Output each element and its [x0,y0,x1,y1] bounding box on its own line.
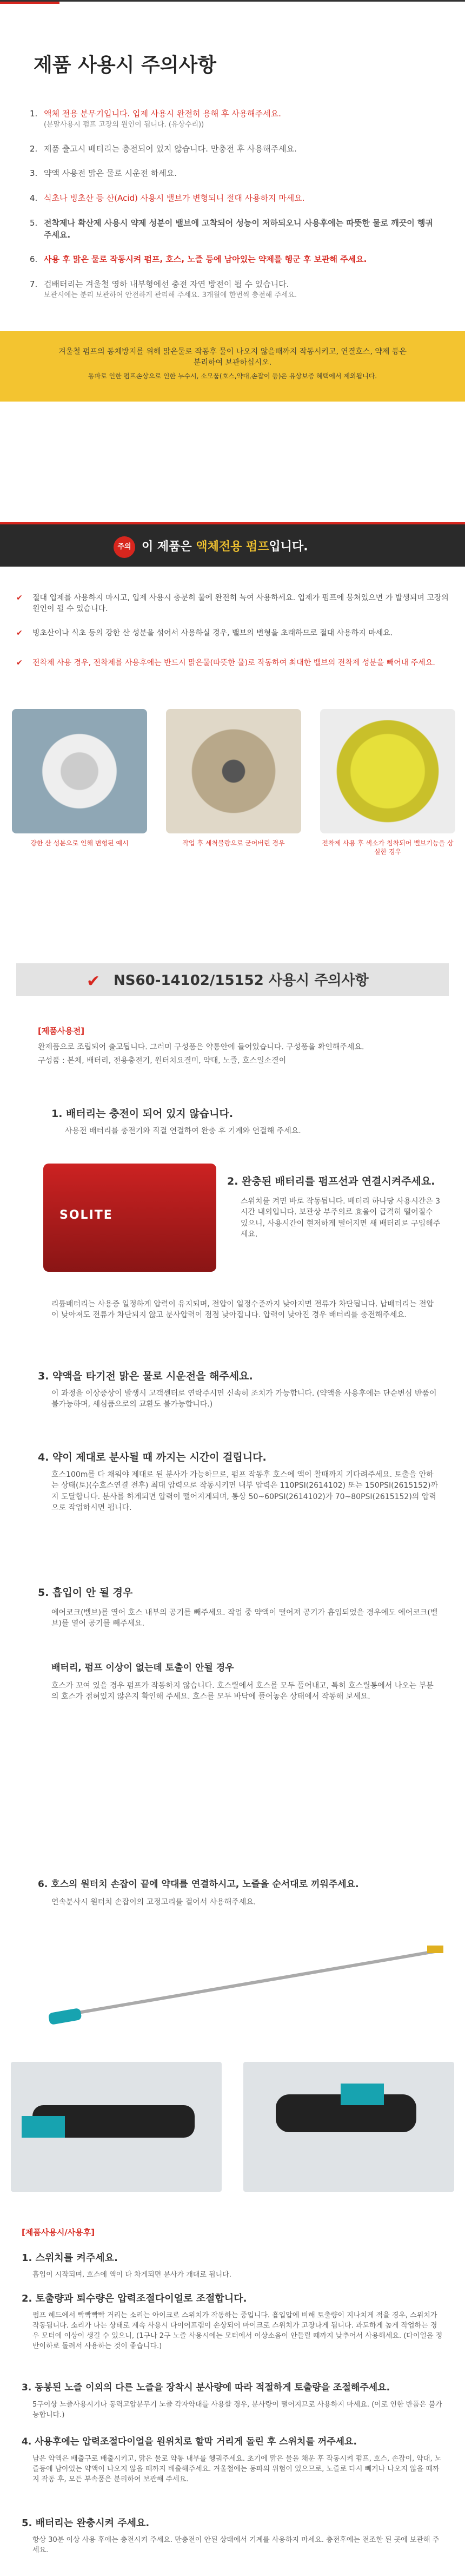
caution-badge: 주의 [114,536,135,558]
winter-warning-line: 겨울철 펌프의 동체방지를 위해 맑은물로 작동후 물이 나오지 않을때까지 작동시키고, 연결호스, 약제 등은 분리하여 보관하십시오. [58,347,407,367]
usage-1-body: 흡입이 시작되며, 호스에 액이 다 차게되면 분사가 개대로 됩니다. [32,2271,231,2279]
no-discharge-body: 호스가 꼬여 있을 경우 펌프가 작동하지 않습니다. 호스릴에서 호스를 모두 풀어내고, 특히 호스릴통에서 나오는 부분의 호스가 접혀있지 않은지 확인해 주세요. 호스를 모두 바닥에 풀어놓은 상태에서 작동해 보세요. [51,1681,434,1701]
page-header [0,0,465,81]
usage-2-title: 2. 토출량과 퇴수량은 압력조절다이얼로 조절합니다. [22,2293,247,2304]
usage-4-title: 4. 사용후에는 압력조절다이얼을 원위치로 할막 거리게 돌린 후 스위치를 꺼주세요. [22,2436,357,2447]
step-6-body: 연속분사시 원터치 손잡이의 고정고리를 걸어서 사용해주세요. [51,1898,256,1907]
note-item: 5. 전착제나 확산제 사용시 약제 성분이 밸브에 고착되어 성능이 저하되오니 사용후에는 따뜻한 물로 깨끗이 헹궈주세요. [30,218,433,240]
caution-item: ✔ 전착제 사용 경우, 전착제를 사용후에는 반드시 맑은물(따뜻한 물)로 작동하여 최대한 밸브의 전착제 성분을 빼어내 주세요. [16,658,449,668]
battery-note: 리튬배터리는 사용중 일정하게 압력이 유지되며, 전압이 일정수준까지 낮아지면 전류가 차단됩니다. 납배터리는 전압이 낮아져도 전류가 차단되지 않고 분사압력이 점점 낮아집니다. 압력이 낮아진 경우 배터리를 충전해주세요. [51,1300,434,1320]
usage-3-body: 5구이상 노즐사용시기나 동력고압분무기 노즐 각자약대를 사용할 경우, 분사량이 떨어지므로 사용하지 마세요. (이로 인한 반품은 불가능합니다.) [32,2401,442,2419]
liquid-only-banner [0,522,465,567]
deformed-valve-image [12,709,147,833]
step-3-body: 이 과정을 이상증상이 발생시 고객센터로 연락주시면 신속히 조치가 가능합니다. (약액을 사용후에는 단순변심 반품이 불가능하며, 세심품으로의 교환도 불가능합니다.) [51,1389,437,1409]
notes-list [30,108,441,314]
composition-text: 완제품으로 조립되어 출고됩니다. 그러미 구성품은 약통안에 들어있습니다. 구성품을 확인해주세요. [38,1043,364,1052]
image-caption: 전착제 사용 후 색소가 침착되어 밸브기능을 상실한 경우 [322,839,454,856]
note-item: 6. 사용 후 맑은 물로 작동시켜 펌프, 호스, 노즐 등에 남아있는 약제를 헹군 후 보관해 주세요. [30,254,367,265]
pre-use-heading: [제품사용전] [38,1026,85,1036]
winter-warning-box [0,331,465,402]
image-caption: 작업 후 세척불량으로 굳어버린 경우 [182,839,285,847]
caution-item: ✔ 절대 입제를 사용하지 마시고, 입제 사용시 충분히 물에 완전히 녹여 사용하세요. 입제가 펌프에 뭉쳐있으면 가 발생되며 고장의 원인이 될 수 있습니다. [16,594,449,614]
image-caption: 강한 산 성분으로 인해 변형된 예시 [30,839,129,847]
usage-1-title: 1. 스위치를 켜주세요. [22,2252,118,2264]
usage-heading: [제품사용시/사용후] [22,2227,95,2237]
usage-4-body: 남은 약액은 배출구로 배출시키고, 맑은 물로 약통 내부를 헹궈주세요. 초기에 맑은 물을 채운 후 작동시켜 펌프, 호스, 손잡이, 약대, 노즐등에 남아있는 약액이 나오지 않을 때까지 배출해주세요. 겨울철에는 동파의 위험이 있으므로, 노즐로 다시 빼거나 나오지 않을 때까지 작동 후, 모든 부속품은 분리하여 보관해 주세요. [32,2455,442,2483]
note-item: 3. 약액 사용전 맑은 물로 시운전 하세요. [30,168,177,179]
handle-grip-photo [243,2062,454,2192]
page-title: 제품 사용시 주의사항 [34,54,217,76]
banner-text: 이 제품은 액체전용 펌프입니다. [142,540,308,554]
stained-valve-image [320,709,455,833]
usage-3-title: 3. 동봉된 노즐 이외의 다른 노즐을 장착시 분사량에 따라 적절하게 토출량을 조절해주세요. [22,2382,390,2393]
winter-warning-subline: 동파로 인한 펌프손상으로 인한 누수시, 소모품(호스,약대,손잡이 등)은 유상보증 혜택에서 제외됩니다. [88,372,377,380]
step-6-title: 6. 호스의 원터치 손잡이 끝에 약대를 연결하시고, 노즐을 순서대로 끼워주세요. [38,1879,359,1890]
note-item: 7. 겁배터리는 겨울철 영하 내부형에선 충전 자연 방전이 될 수 있습니다. 보관시에는 분리 보관하여 안전하게 관리해 주세요. 3개월에 한번씩 충전해 주세요. [30,279,297,299]
check-icon: ✔ [87,972,101,991]
step-1-title: 1. 배터리는 충전이 되어 있지 않습니다. [51,1108,234,1120]
step-5-body: 에어코크(벨브)를 열어 호스 내부의 공기를 빼주세요. 작업 중 약액이 떨어져 공기가 흡입되었을 경우에도 에어코크(벨브)를 열어 공기를 빼주세요. [51,1608,438,1628]
sprayer-product-image: SOLITE [43,1164,216,1272]
composition-list: 구성품 : 본체, 배터리, 전용충전기, 원터치요결미, 약대, 노즐, 호스일소결이 [38,1056,287,1065]
header-accent [0,2,59,4]
usage-5-title: 5. 배터리는 완충시켜 주세요. [22,2518,150,2529]
nozzle-assembly-photo [11,2062,222,2192]
note-item: 2. 제품 출고시 배터리는 충전되어 있지 않습니다. 만충전 후 사용해주세요. [30,143,297,154]
step-4-title: 4. 약이 제대로 분사될 때 까지는 시간이 걸립니다. [38,1451,267,1463]
step-4-body: 호스100m를 다 채워야 제대로 된 분사가 가능하므로, 펌프 작동후 호스에 액이 찰때까지 기다려주세요. 토출을 안하는 상태(토)(수호스연결 전후) 최대 압력으로 작동시키면 내부 압력은 110PSI(2614102) 또는 150PSI(2615152)까지 도달합니다. 분사를 하게되면 압력이 떨어지게되며, 통상 50~60PSI(2614102)가 70~80PSI(2615152)의 압력으로 작업하시면 됩니다. [51,1470,438,1512]
step-5-title: 5. 흡입이 안 될 경우 [38,1587,133,1599]
usage-5-body: 항상 30분 이상 사용 후에는 충전시켜 주세요. 만충전이 안된 상태에서 기계를 사용하지 마세요. 충전후에는 전조한 된 곳에 보관해 주세요. [32,2536,440,2554]
section-model-header [16,963,449,996]
section-title: NS60-14102/15152 사용시 주의사항 [114,972,369,989]
step-2-body: 스위치를 켜면 바로 작동됩니다. 배터리 하나당 사용시간은 3시간 내외입니다. 보관상 부주의로 효율이 급격히 떨어질수 있으니, 사용시간이 현저하게 떨어지면 새 배터리로 구입해주세요. [241,1197,441,1239]
spray-wand-image [38,1935,460,2032]
caution-item: ✔ 빙초산이나 식초 등의 강한 산 성분을 섞어서 사용하실 경우, 밸브의 변형을 초래하므로 절대 사용하지 마세요. [16,628,449,639]
warning-icon: ✔ [16,629,23,638]
note-item: 4. 식초나 빙초산 등 산(Acid) 사용시 밸브가 변형되니 절대 사용하지 마세요. [30,193,305,203]
warning-icon: ✔ [16,659,23,667]
note-item: 1. 액체 전용 분무기입니다. 입제 사용시 완전히 용해 후 사용해주세요. (분말사용시 펌프 고장의 원인이 됩니다. (유상수리)) [30,109,281,129]
step-1-body: 사용전 배터리를 충전기와 직결 연결하여 완충 후 기계와 연결해 주세요. [65,1127,301,1135]
no-discharge-title: 배터리, 펌프 이상이 없는데 토출이 안될 경우 [51,1662,234,1673]
step-3-title: 3. 약액을 타기전 맑은 물로 시운전을 해주세요. [38,1370,253,1382]
warning-icon: ✔ [16,594,23,602]
usage-2-body: 펌프 헤드에서 빡빡빡빡 거리는 소리는 아이크로 스위치가 작동하는 중입니다. 흡입압에 비해 토출량이 지나치게 적을 경우, 스위치가 작동됩니다. 소리가 나는 상태로 계속 사용시 다이어프램이 손상되어 마이크로 스위치가 고장나게 됩니다. 과도하게 높게 작업하는 경우 모터에 이상이 생길 수 있으니, (1구나 2구 노즐 사용시에는 모터에서 이상소음이 안들릴 때까지 낮추어서 사용해세요. (다이얼을 정반이하로 돌려서 사용하는 것이 좋습니다.) [32,2311,443,2350]
clogged-pump-image [166,709,301,833]
step-2-title: 2. 완충된 배터리를 펌프선과 연결시켜주세요. [227,1175,435,1187]
